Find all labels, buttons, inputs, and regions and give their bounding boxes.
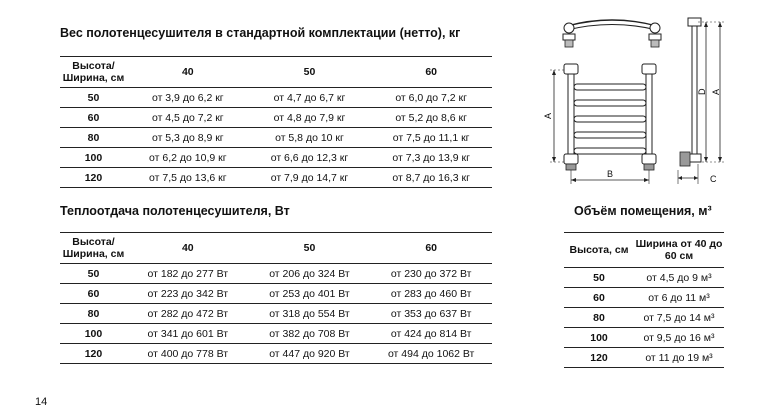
dimension-label-c: C <box>710 174 717 184</box>
table-cell: от 6 до 11 м³ <box>648 291 710 304</box>
table-cell: от 400 до 778 Вт <box>147 347 229 360</box>
volume-header-height: Высота, см <box>569 244 629 256</box>
table-row <box>60 324 492 344</box>
volume-table-title: Объём помещения, м³ <box>574 204 712 218</box>
table-cell: от 5,3 до 8,9 кг <box>151 131 224 144</box>
row-height: 120 <box>590 351 608 364</box>
table-cell: от 4,8 до 7,9 кг <box>273 111 346 124</box>
heat-header-row-label: Высота/Ширина, см <box>62 236 125 260</box>
weight-header-width-40: 40 <box>181 66 194 78</box>
table-cell: от 7,3 до 13,9 кг <box>392 151 470 164</box>
row-height: 120 <box>84 171 103 184</box>
table-cell: от 4,5 до 7,2 кг <box>151 111 224 124</box>
table-cell: от 341 до 601 Вт <box>147 327 229 340</box>
table-cell: от 382 до 708 Вт <box>269 327 350 340</box>
table-row <box>564 348 724 368</box>
table-cell: от 5,8 до 10 кг <box>275 131 344 144</box>
table-cell: от 6,0 до 7,2 кг <box>395 91 467 104</box>
table-row <box>60 344 492 364</box>
table-cell: от 4,7 до 6,7 кг <box>273 91 346 104</box>
towel-rail-side-view-drawing <box>676 14 736 189</box>
table-cell: от 7,9 до 14,7 кг <box>270 171 349 184</box>
table-row <box>60 88 492 108</box>
weight-header-row-label: Высота/Ширина, см <box>62 60 125 84</box>
row-height: 50 <box>593 271 605 284</box>
table-row <box>60 148 492 168</box>
table-cell: от 424 до 814 Вт <box>390 327 472 340</box>
table-row <box>60 264 492 284</box>
table-row <box>60 304 492 324</box>
table-cell: от 182 до 277 Вт <box>147 267 229 280</box>
dimension-label-a-side: A <box>711 88 721 95</box>
table-cell: от 318 до 554 Вт <box>269 307 350 320</box>
row-height: 60 <box>593 291 605 304</box>
table-cell: от 447 до 920 Вт <box>269 347 350 360</box>
table-row <box>60 108 492 128</box>
weight-header-width-50: 50 <box>303 66 316 78</box>
table-cell: от 9,5 до 16 м³ <box>643 331 715 344</box>
table-row <box>564 288 724 308</box>
heat-table-title: Теплоотдача полотенцесушителя, Вт <box>60 204 290 218</box>
table-row <box>60 168 492 188</box>
row-height: 60 <box>87 111 100 124</box>
table-cell: от 6,6 до 12,3 кг <box>270 151 349 164</box>
table-row <box>564 308 724 328</box>
row-height: 50 <box>87 91 100 104</box>
row-height: 100 <box>590 331 608 344</box>
table-row <box>60 128 492 148</box>
heat-header-width-60: 60 <box>425 242 437 254</box>
weight-header-width-60: 60 <box>425 66 437 78</box>
table-cell: от 253 до 401 Вт <box>269 287 350 300</box>
volume-table <box>564 232 724 368</box>
weight-table-title: Вес полотенцесушителя в стандартной комплектации (нетто), кг <box>60 26 461 40</box>
row-height: 80 <box>593 311 605 324</box>
towel-rail-front-view-drawing <box>540 58 670 188</box>
table-cell: от 4,5 до 9 м³ <box>646 271 712 284</box>
dimension-label-d: D <box>697 88 707 95</box>
table-cell: от 5,2 до 8,6 кг <box>395 111 467 124</box>
table-cell: от 11 до 19 м³ <box>645 351 713 364</box>
volume-header-width: Ширина от 40 до 60 см <box>635 238 723 262</box>
page-number: 14 <box>35 396 48 408</box>
table-cell: от 282 до 472 Вт <box>147 307 229 320</box>
table-cell: от 7,5 до 14 м³ <box>643 311 715 324</box>
dimension-label-a-front: A <box>543 112 553 119</box>
row-height: 60 <box>87 287 100 300</box>
row-height: 120 <box>84 347 103 360</box>
table-cell: от 283 до 460 Вт <box>390 287 472 300</box>
table-cell: от 494 до 1062 Вт <box>387 347 475 360</box>
table-cell: от 223 до 342 Вт <box>147 287 229 300</box>
heat-table <box>60 232 492 364</box>
dimension-label-b: B <box>607 169 614 179</box>
table-cell: от 353 до 637 Вт <box>390 307 472 320</box>
table-cell: от 206 до 324 Вт <box>269 267 350 280</box>
row-height: 100 <box>84 327 103 340</box>
row-height: 50 <box>87 267 100 280</box>
towel-rail-top-view-drawing <box>557 14 667 54</box>
table-cell: от 7,5 до 11,1 кг <box>392 131 470 144</box>
row-height: 100 <box>84 151 103 164</box>
table-row <box>564 268 724 288</box>
table-cell: от 8,7 до 16,3 кг <box>392 171 470 184</box>
table-row <box>60 284 492 304</box>
row-height: 80 <box>87 131 100 144</box>
weight-table <box>60 56 492 188</box>
heat-header-width-40: 40 <box>181 242 194 254</box>
heat-header-width-50: 50 <box>303 242 316 254</box>
table-cell: от 6,2 до 10,9 кг <box>149 151 227 164</box>
table-row <box>564 328 724 348</box>
table-cell: от 7,5 до 13,6 кг <box>149 171 227 184</box>
table-cell: от 230 до 372 Вт <box>390 267 472 280</box>
table-cell: от 3,9 до 6,2 кг <box>151 91 224 104</box>
row-height: 80 <box>87 307 100 320</box>
